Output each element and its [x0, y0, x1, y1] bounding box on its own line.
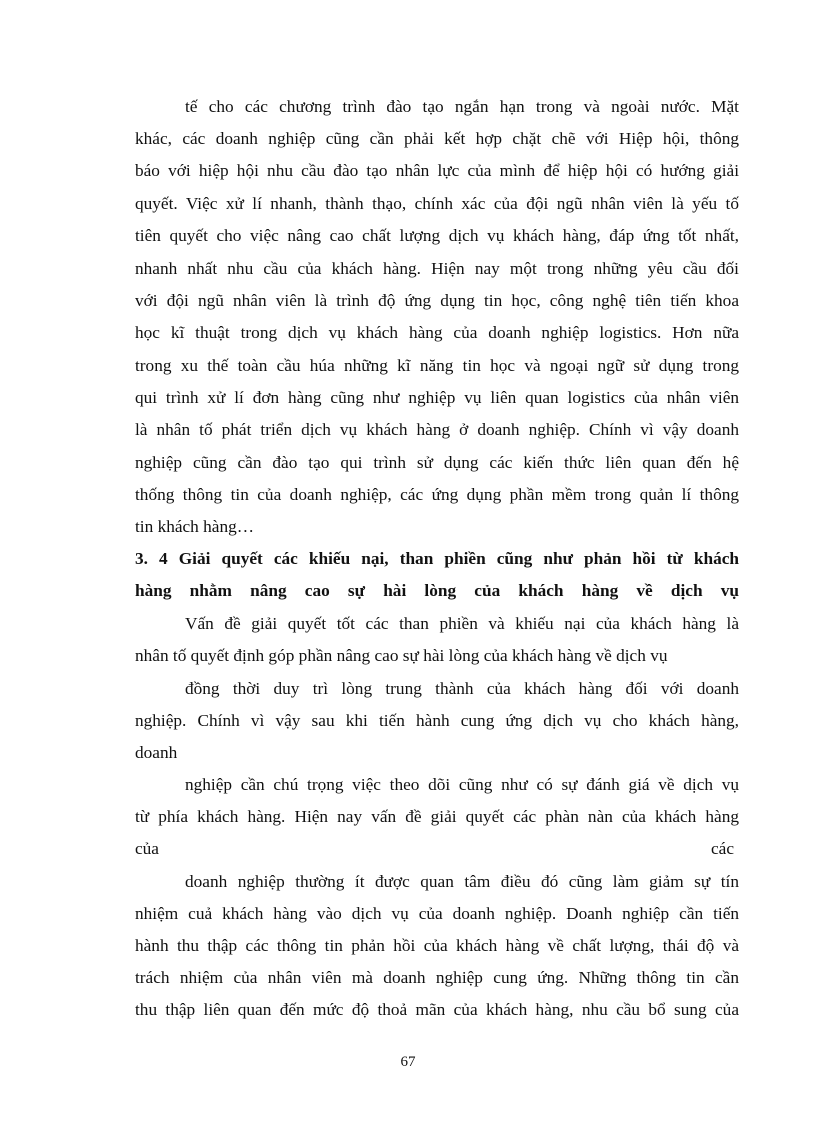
body-text-line: là nhân tố phát triển dịch vụ khách hàng ở doanh nghiệp. Chính vì vậy doanh — [135, 420, 739, 439]
body-text-line: nhanh nhất nhu cầu của khách hàng. Hiện nay một trong những yêu cầu đối — [135, 259, 739, 278]
section-heading-line: hàng nhằm nâng cao sự hài lòng của khách hàng về dịch vụ — [135, 581, 739, 600]
body-text-line: đồng thời duy trì lòng trung thành của khách hàng đối với doanh — [185, 679, 739, 698]
section-heading-line: 3. 4 Giải quyết các khiếu nại, than phiền cũng như phản hồi từ khách — [135, 549, 739, 568]
body-text-line: học kĩ thuật trong dịch vụ khách hàng của doanh nghiệp logistics. Hơn nữa — [135, 323, 739, 342]
body-text-line: quyết. Việc xử lí nhanh, thành thạo, chính xác của đội ngũ nhân viên là yếu tố — [135, 194, 739, 213]
body-text-line: từ phía khách hàng. Hiện nay vấn đề giải quyết các phàn nàn của khách hàng — [135, 807, 739, 826]
body-text-line: thống thông tin của doanh nghiệp, các ứng dụng phần mềm trong quản lí thông — [135, 485, 739, 504]
body-text-line: báo với hiệp hội nhu cầu đào tạo nhân lực của mình để hiệp hội có hướng giải — [135, 161, 739, 180]
body-text-line: khác, các doanh nghiệp cũng cần phải kết hợp chặt chẽ với Hiệp hội, thông — [135, 129, 739, 148]
body-text-line: doanh nghiệp thường ít được quan tâm điều đó cũng làm giảm sự tín — [185, 872, 739, 891]
body-text-line: nhân tố quyết định góp phần nâng cao sự hài lòng của khách hàng về dịch vụ — [135, 646, 668, 665]
body-text-line: của — [135, 839, 159, 858]
body-text-line: với đội ngũ nhân viên là trình độ ứng dụng tin học, công nghệ tiên tiến khoa — [135, 291, 739, 310]
page-number: 67 — [400, 1054, 416, 1070]
body-text-line: nhiệm cuả khách hàng vào dịch vụ của doanh nghiệp. Doanh nghiệp cần tiến — [135, 904, 739, 923]
body-text-line: nghiệp cần chú trọng việc theo dõi cũng như có sự đánh giá về dịch vụ — [185, 775, 739, 794]
body-text-line: tiên quyết cho việc nâng cao chất lượng dịch vụ khách hàng, đáp ứng tốt nhất, — [135, 226, 739, 245]
body-text-line: trách nhiệm của nhân viên mà doanh nghiệp cung ứng. Những thông tin cần — [135, 968, 739, 987]
body-text-line: doanh — [135, 743, 178, 762]
body-text-line: nghiệp. Chính vì vậy sau khi tiến hành cung ứng dịch vụ cho khách hàng, — [135, 711, 739, 730]
body-text-line: qui trình xử lí đơn hàng cũng như nghiệp vụ liên quan logistics của nhân viên — [135, 388, 739, 407]
body-text-line: tin khách hàng… — [135, 517, 255, 536]
body-text-line: thu thập liên quan đến mức độ thoả mãn của khách hàng, nhu cầu bổ sung của — [135, 1000, 739, 1019]
body-text-line: tế cho các chương trình đào tạo ngắn hạn trong và ngoài nước. Mặt — [185, 97, 739, 116]
body-text-line: hành thu thập các thông tin phản hồi của khách hàng về chất lượng, thái độ và — [135, 936, 739, 955]
body-text-line: các — [711, 839, 735, 858]
body-text-line: trong xu thế toàn cầu húa những kĩ năng tin học và ngoại ngữ sử dụng trong — [135, 356, 739, 375]
body-text-line: Vấn đề giải quyết tốt các than phiền và khiếu nại của khách hàng là — [185, 614, 739, 633]
body-text-line: nghiệp cũng cần đào tạo qui trình sử dụng các kiến thức liên quan đến hệ — [135, 453, 739, 472]
